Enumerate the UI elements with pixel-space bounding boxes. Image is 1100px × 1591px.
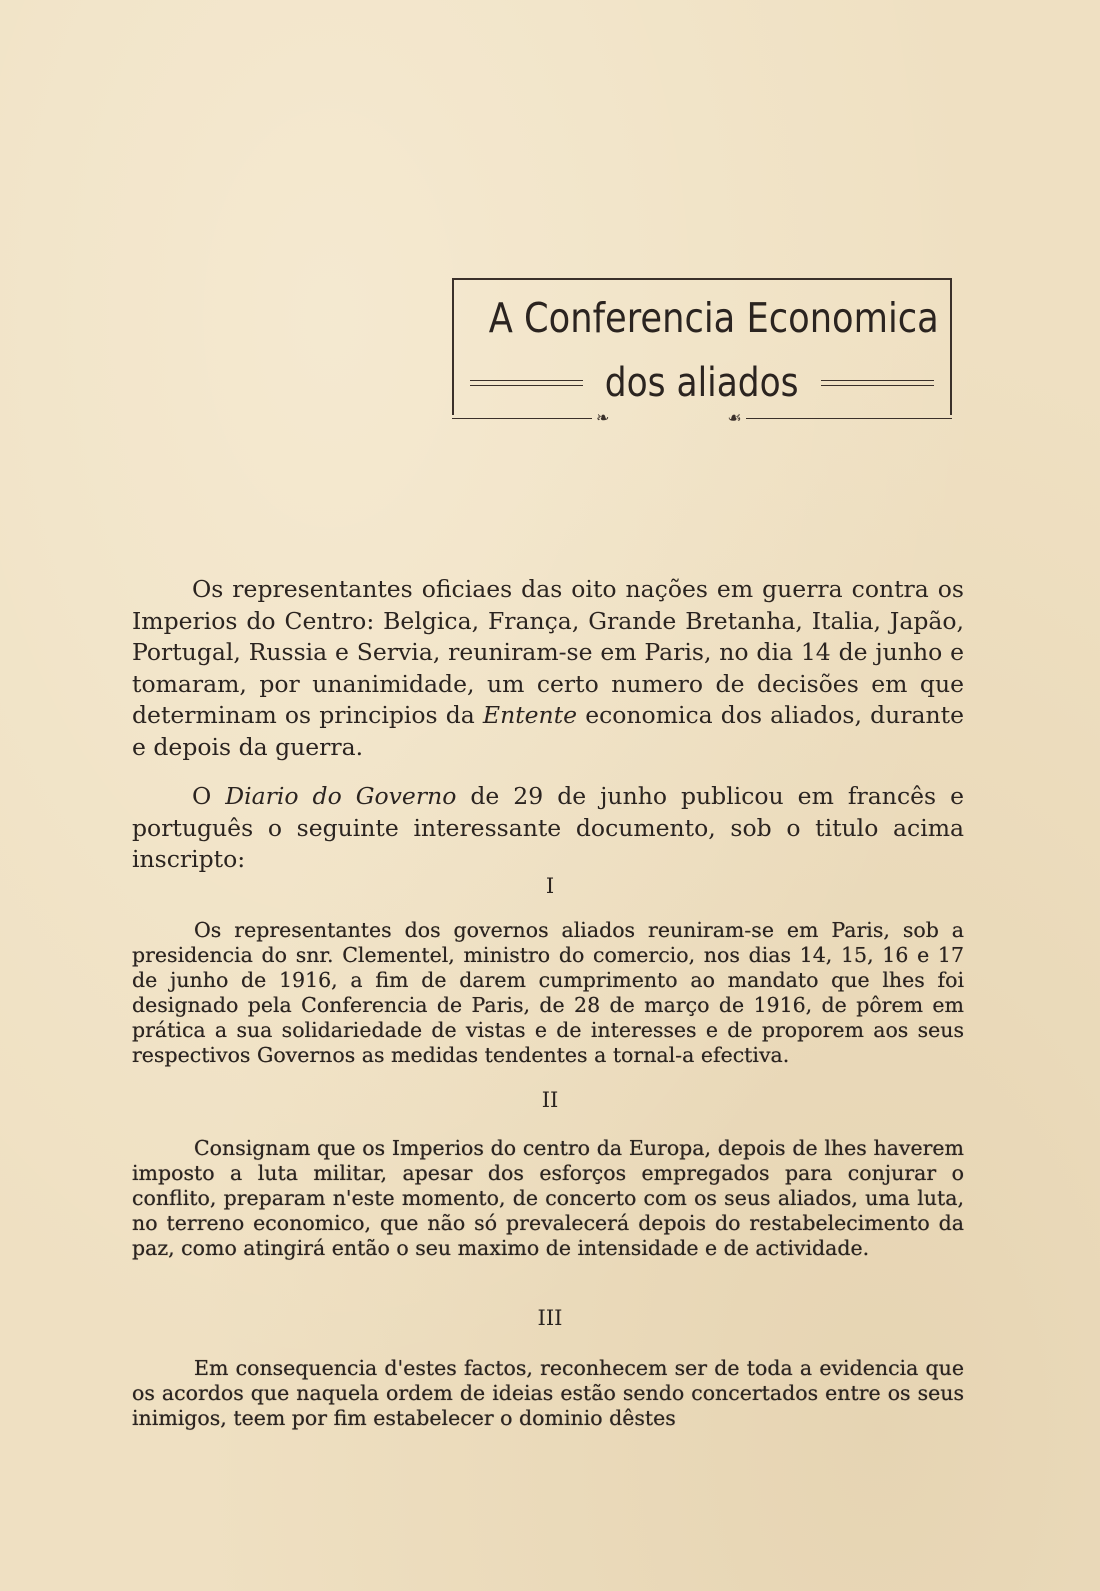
flourish-left-icon: ❧ <box>596 408 610 427</box>
double-rule-right <box>821 380 934 386</box>
flourish-right-icon: ☙ <box>727 408 742 427</box>
section-number-1: I <box>545 874 555 898</box>
section-text-2: Consignam que os Imperios do centro da Europa, depois de lhes haverem imposto a luta militar, apesar dos esforços empregados para conjurar o conflito, preparam n'este momento, de concerto com os seus aliados, uma luta, no terreno economico, que não só prevalecerá depois do restabelecimento da paz, como atingirá então o seu maximo de intensidade e de actividade. <box>132 1136 964 1260</box>
title-frame <box>452 278 952 415</box>
diario-italic: Diario do Governo <box>225 782 457 810</box>
bottom-rule-right <box>746 418 952 419</box>
section-text-3: Em consequencia d'estes factos, reconhecem ser de toda a evidencia que os acordos que naquela ordem de ideias estão sendo concertados entre os seus inimigos, teem por fim estabelecer o dominio dêstes <box>132 1356 964 1430</box>
double-rule-left <box>470 380 583 386</box>
intro-paragraph-2: O Diario do Governo de 29 de junho publicou em francês e português o seguinte interessante documento, sob o titulo acima inscripto: <box>132 782 964 873</box>
subtitle-row <box>464 358 940 408</box>
section-number-3: III <box>537 1306 563 1330</box>
section-text-1: Os representantes dos governos aliados reuniram-se em Paris, sob a presidencia do snr. Clementel, ministro do comercio, nos dias 14, 15, 16 e 17 de junho de 1916, a fim de darem cumprimento ao mandato que lhes foi designado pela Conferencia de Paris, de 28 de março de 1916, de pôrem em prática a sua solidariedade de vistas e de interesses e de proporem aos seus respectivos Governos as medidas tendentes a tornal-a efectiva. <box>132 918 964 1067</box>
article-subtitle: dos aliados <box>605 360 799 406</box>
title-frame-bottom <box>452 408 952 428</box>
entente-italic: Entente <box>482 701 578 729</box>
intro-paragraph-1: Os representantes oficiaes das oito nações em guerra contra os Imperios do Centro: Belgica, França, Grande Bretanha, Italia, Japão, Portugal, Russia e Servia, reuniram-se em Paris, no dia 14 de junho e tomaram, por unanimidade, um certo numero de decisões em que determinam os principios da Entente economica dos aliados, durante e depois da guerra. <box>132 575 964 761</box>
article-title: A Conferencia Economica <box>488 294 939 342</box>
section-number-2: II <box>541 1088 559 1112</box>
intro-text <box>132 574 964 894</box>
bottom-rule-left <box>452 418 592 419</box>
